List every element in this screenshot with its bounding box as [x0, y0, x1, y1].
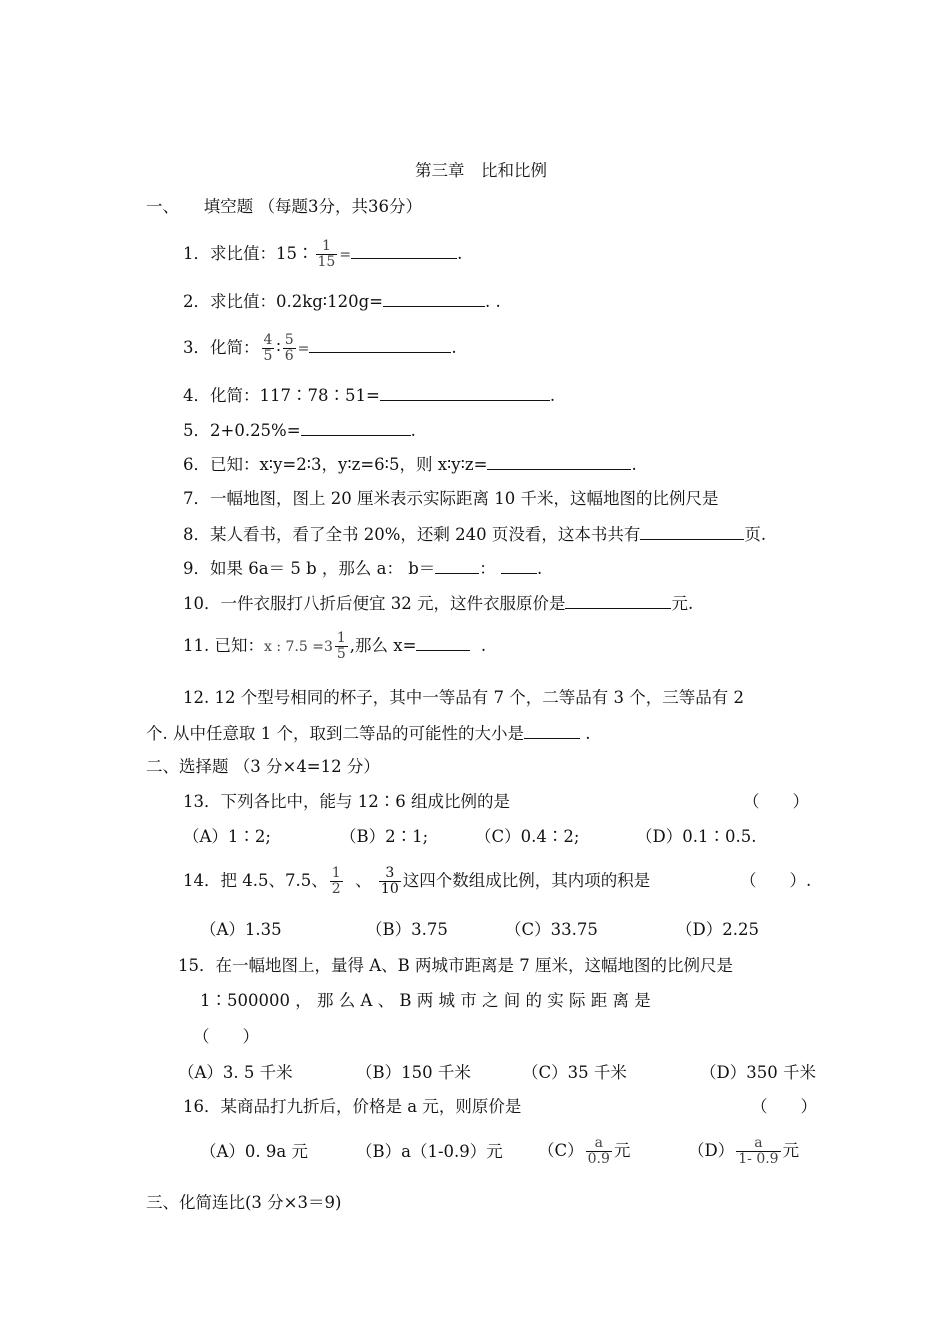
question-6 — [183, 453, 637, 476]
q16-c-den: 0.9 — [587, 1151, 610, 1167]
q11-answer-blank[interactable] — [416, 634, 470, 651]
q5-end: . — [410, 421, 416, 440]
q3-f2-num: 5 — [284, 332, 294, 348]
question-16: 16．某商品打九折后，价格是 a 元，则原价是 — [183, 1097, 522, 1116]
q9-colon: ： — [479, 559, 496, 578]
q14-option-b[interactable]: （B）3.75 — [366, 920, 448, 939]
question-8 — [183, 523, 766, 546]
q4-answer-blank[interactable] — [380, 384, 550, 401]
q4-text: 4．化简：117∶78∶51= — [183, 386, 380, 405]
q16-option-d-unit: 元 — [782, 1141, 800, 1160]
q15-option-a[interactable]: （A）3. 5 千米 — [178, 1063, 293, 1082]
q16-d-den: 1- 0.9 — [738, 1151, 779, 1167]
section-2-heading: 二、选择题 （3 分×4=12 分） — [146, 757, 380, 776]
q3-colon: ∶ — [276, 338, 281, 357]
q13-option-a[interactable]: （A）1∶2; — [183, 827, 271, 846]
q14-separator: 、 — [355, 871, 372, 890]
q16-c-num: a — [594, 1135, 603, 1151]
q6-answer-blank[interactable] — [487, 453, 631, 470]
q3-fraction-1 — [262, 333, 275, 364]
q10-answer-blank[interactable] — [565, 592, 671, 609]
q11-text: 11. 已知： — [183, 636, 264, 655]
section-1-heading: 一、 填空题 （每题3分，共36分） — [146, 197, 422, 216]
q3-f2-den: 6 — [284, 348, 294, 364]
q12-end: . — [585, 724, 591, 743]
q14-f1-num: 1 — [331, 865, 341, 881]
q16-option-d-label: （D） — [688, 1141, 735, 1160]
q14-answer-paren[interactable]: （ ）. — [740, 871, 812, 890]
q15-option-c[interactable]: （C）35 千米 — [522, 1063, 627, 1082]
q9-answer-blank-2[interactable] — [501, 557, 537, 574]
q11-end: . — [480, 636, 487, 655]
question-2 — [183, 290, 501, 313]
q11-frac-den: 5 — [336, 646, 346, 662]
q13-answer-paren[interactable]: （ ） — [743, 792, 809, 811]
q14-f1-den: 2 — [331, 881, 341, 897]
q11-fraction — [335, 631, 348, 662]
q1-frac-den: 15 — [317, 254, 336, 270]
q16-d-num: a — [754, 1135, 763, 1151]
q16-option-c-unit: 元 — [613, 1141, 631, 1160]
q13-option-c[interactable]: （C）0.4∶2; — [475, 827, 580, 846]
q6-text: 6．已知：x∶y=2∶3，y∶z=6∶5，则 x∶y∶z= — [183, 455, 488, 474]
q14-text: 14．把 4.5、7.5、 — [183, 871, 328, 890]
q11-expression: x : 7.5 =3 — [264, 639, 333, 655]
q11-frac-num: 1 — [336, 630, 346, 646]
q14-option-a[interactable]: （A）1.35 — [200, 920, 282, 939]
q13-option-b[interactable]: （B）2∶1; — [340, 827, 429, 846]
page-title: 第三章 比和比例 — [415, 161, 547, 180]
q3-answer-blank[interactable] — [309, 336, 451, 353]
q16-option-a[interactable]: （A）0. 9a 元 — [200, 1142, 308, 1161]
q14-fraction-1 — [330, 866, 343, 897]
q16-option-c-fraction — [586, 1136, 612, 1167]
question-1 — [183, 236, 462, 273]
q16-option-c-label: （C） — [538, 1141, 584, 1160]
q1-equals: = — [339, 247, 352, 263]
question-4 — [183, 384, 555, 407]
question-12-line-1: 12. 12 个型号相同的杯子，其中一等品有 7 个，二等品有 3 个，三等品有 2 — [183, 688, 744, 707]
q3-text: 3．化简： — [183, 338, 260, 357]
q16-option-c[interactable] — [538, 1132, 630, 1170]
q1-end: . — [457, 244, 463, 263]
question-3 — [183, 330, 457, 367]
q8-answer-blank[interactable] — [640, 523, 744, 540]
q14-f2-num: 3 — [385, 865, 395, 881]
question-12-line-2 — [146, 722, 590, 745]
q12-text: 个. 从中任意取 1 个，取到二等品的可能性的大小是 — [146, 724, 524, 743]
q9-end: . — [537, 559, 543, 578]
q14-fraction-2 — [379, 866, 401, 897]
q2-text: 2．求比值：0.2kg∶120g= — [183, 292, 383, 311]
q1-answer-blank[interactable] — [351, 242, 457, 259]
q3-equals: = — [297, 341, 310, 357]
question-11 — [183, 628, 486, 665]
q2-answer-blank[interactable] — [383, 290, 485, 307]
q15-option-b[interactable]: （B）150 千米 — [356, 1063, 471, 1082]
q8-end: 页. — [744, 525, 767, 544]
q5-answer-blank[interactable] — [301, 419, 411, 436]
q14-f2-den: 10 — [380, 881, 399, 897]
question-15-line-2: 1∶500000 ， 那 么 A 、 B 两 城 市 之 间 的 实 际 距 离 是 — [200, 991, 651, 1010]
question-5 — [183, 419, 416, 442]
q14-option-d[interactable]: （D）2.25 — [676, 920, 759, 939]
q6-end: . — [631, 455, 637, 474]
q11-post: ,那么 x= — [349, 636, 417, 655]
q15-option-d[interactable]: （D）350 千米 — [700, 1063, 816, 1082]
q16-option-b[interactable]: （B）a（1-0.9）元 — [356, 1142, 503, 1161]
q2-end: . . — [484, 292, 501, 311]
q5-text: 5．2+0.25%= — [183, 421, 301, 440]
q1-fraction — [316, 239, 338, 270]
q15-answer-paren[interactable]: （ ） — [193, 1027, 259, 1046]
q3-f1-num: 4 — [263, 332, 273, 348]
q16-option-d[interactable] — [688, 1132, 799, 1170]
q3-end: . — [451, 338, 457, 357]
q9-text: 9．如果 6a＝ 5 b ，那么 a： b＝ — [183, 559, 436, 578]
q16-option-d-fraction — [736, 1136, 780, 1167]
q1-text: 1．求比值：15∶ — [183, 244, 314, 263]
q14-post: 这四个数组成比例，其内项的积是 — [402, 871, 651, 890]
question-7: 7．一幅地图，图上 20 厘米表示实际距离 10 千米，这幅地图的比例尺是 — [183, 489, 719, 508]
question-14 — [183, 862, 650, 900]
q1-frac-num: 1 — [321, 238, 331, 254]
q3-fraction-2 — [283, 333, 296, 364]
q8-text: 8．某人看书，看了全书 20%，还剩 240 页没看，这本书共有 — [183, 525, 641, 544]
question-9 — [183, 557, 542, 580]
q3-f1-den: 5 — [263, 348, 273, 364]
q9-answer-blank-1[interactable] — [435, 557, 479, 574]
q14-option-c[interactable]: （C）33.75 — [505, 920, 598, 939]
q12-answer-blank[interactable] — [524, 722, 580, 739]
q4-end: . — [549, 386, 556, 405]
question-13: 13．下列各比中，能与 12∶6 组成比例的是 — [183, 792, 510, 811]
question-10 — [183, 592, 693, 615]
question-15-line-1: 15．在一幅地图上，量得 A、B 两城市距离是 7 厘米，这幅地图的比例尺是 — [178, 956, 734, 975]
q10-text: 10．一件衣服打八折后便宜 32 元，这件衣服原价是 — [183, 594, 566, 613]
q16-answer-paren[interactable]: （ ） — [751, 1097, 817, 1116]
q13-option-d[interactable]: （D）0.1∶0.5. — [636, 827, 757, 846]
section-3-heading: 三、化简连比(3 分×3＝9) — [146, 1193, 342, 1212]
q10-end: 元. — [671, 594, 694, 613]
